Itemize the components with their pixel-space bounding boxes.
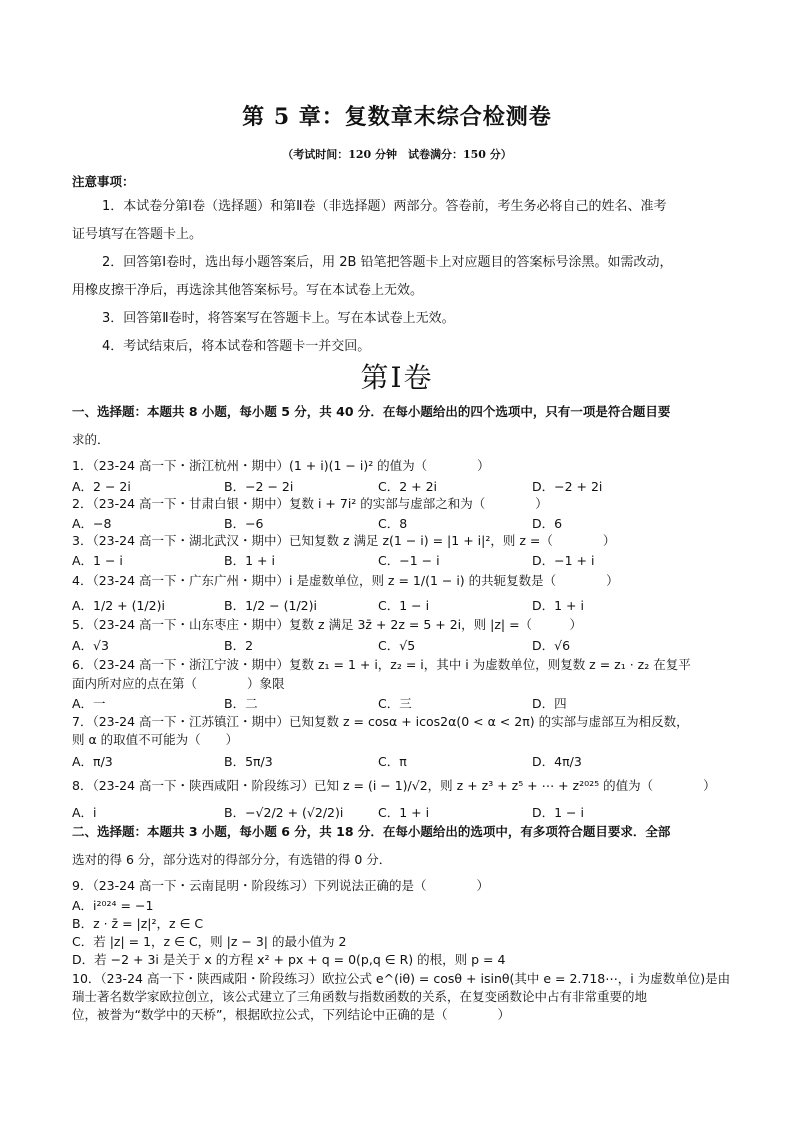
option-d: D．四	[532, 696, 567, 711]
notice-item: 4．考试结束后，将本试卷和答题卡一并交回。	[102, 339, 371, 354]
option-d: D．−2 + 2i	[532, 479, 603, 494]
notice-item: 用橡皮擦干净后，再选涂其他答案标号。写在本试卷上无效。	[72, 283, 424, 298]
notice-item: 1．本试卷分第Ⅰ卷（选择题）和第Ⅱ卷（非选择题）两部分。答卷前，考生务必将自己的姓名、准考	[102, 199, 667, 214]
option-b: B．二	[224, 696, 258, 711]
notice-item: 2．回答第Ⅰ卷时，选出每小题答案后，用 2B 铅笔把答题卡上对应题目的答案标号涂黑。如需改动，	[102, 255, 673, 270]
option-a: A．2 − 2i	[72, 479, 131, 494]
option-b: B．−√2/2 + (√2/2)i	[224, 805, 344, 820]
option-c: C．√5	[378, 638, 416, 653]
section-text: 求的．	[72, 432, 110, 447]
question-9: 9．（23-24 高一下・云南昆明・阶段练习）下列说法正确的是（ ）	[72, 878, 489, 893]
question-7-cont: 则 α 的取值不可能为（ ）	[72, 732, 239, 747]
question-1-options	[72, 477, 732, 494]
question-6-options	[72, 694, 732, 711]
option-b: B．1/2 − (1/2)i	[224, 598, 317, 613]
notice-heading: 注意事项：	[72, 174, 135, 189]
question-8: 8．（23-24 高一下・陕西咸阳・阶段练习）已知 z = (i − 1)/√2，则 z + z³ + z⁵ + ⋯ + z²⁰²⁵ 的值为（ ）	[72, 778, 716, 793]
option-d: D．4π/3	[532, 754, 582, 769]
option-d: D．−1 + i	[532, 553, 595, 568]
question-5-options	[72, 636, 732, 653]
question-6-cont: 面内所对应的点在第（ ）象限	[72, 676, 285, 691]
section-text: 二、选择题：本题共 3 小题，每小题 6 分，共 18 分．在每小题给出的选项中，有多项符合题目要求．全部	[72, 824, 671, 839]
page-title: 第 5 章：复数章末综合检测卷	[242, 104, 552, 130]
option-b: B．−6	[224, 516, 264, 531]
question-7: 7．（23-24 高一下・江苏镇江・期中）已知复数 z = cosα + icos2α(0 < α < 2π) 的实部与虚部互为相反数，	[72, 714, 689, 729]
option-a: A．1/2 + (1/2)i	[72, 598, 165, 613]
question-2: 2．（23-24 高一下・甘肃白银・期中）复数 i + 7i² 的实部与虚部之和为（ ）	[72, 496, 548, 511]
question-10-cont: 瑞士著名数学家欧拉创立，该公式建立了三角函数与指数函数的关系，在复变函数论中占有非常重要的地	[72, 989, 648, 1004]
option-a: A．−8	[72, 516, 112, 531]
option-a: A．√3	[72, 638, 109, 653]
option-d: D．1 + i	[532, 598, 584, 613]
option-b: B．1 + i	[224, 553, 275, 568]
option-c: C．若 |z| = 1，z ∈ C，则 |z − 3| 的最小值为 2	[72, 934, 347, 949]
question-7-options	[72, 752, 732, 769]
option-d: D．6	[532, 516, 563, 531]
question-1: 1．（23-24 高一下・浙江杭州・期中）(1 + i)(1 − i)² 的值为（ ）	[72, 458, 490, 473]
option-c: C．三	[378, 696, 412, 711]
option-d: D．若 −2 + 3i 是关于 x 的方程 x² + px + q = 0(p,q ∈ R) 的根，则 p = 4	[72, 952, 506, 967]
question-4: 4．（23-24 高一下・广东广州・期中）i 是虚数单位，则 z = 1/(1 − i) 的共轭复数是（ ）	[72, 573, 619, 588]
section-one-instructions	[72, 398, 728, 454]
question-10-cont: 位，被誉为“数学中的天桥”，根据欧拉公式，下列结论中正确的是（ ）	[72, 1007, 510, 1022]
question-5: 5．（23-24 高一下・山东枣庄・期中）复数 z 满足 3z̄ + 2z = 5 + 2i，则 |z| =（ ）	[72, 617, 583, 632]
option-c: C．−1 − i	[378, 553, 440, 568]
notice-item: 证号填写在答题卡上。	[72, 227, 203, 242]
option-c: C．8	[378, 516, 408, 531]
exam-info: （考试时间：120 分钟 试卷满分：150 分）	[282, 148, 512, 161]
option-a: A．i	[72, 805, 97, 820]
volume-title: 第Ⅰ卷	[360, 361, 434, 394]
option-b: B．z · z̄ = |z|²，z ∈ C	[72, 916, 204, 931]
section-text: 选对的得 6 分，部分选对的得部分分，有选错的得 0 分．	[72, 852, 392, 867]
option-c: C．π	[378, 754, 407, 769]
option-b: B．2	[224, 638, 254, 653]
option-c: C．1 + i	[378, 805, 430, 820]
question-10: 10．（23-24 高一下・陕西咸阳・阶段练习）欧拉公式 e^(iθ) = cosθ + isinθ(其中 e = 2.718⋯，i 为虚数单位)是由	[72, 971, 731, 986]
option-a: A．1 − i	[72, 553, 123, 568]
question-6: 6．（23-24 高一下・浙江宁波・期中）复数 z₁ = 1 + i，z₂ = i，其中 i 为虚数单位，则复数 z = z₁ · z₂ 在复平	[72, 657, 691, 672]
notice-list	[72, 193, 728, 361]
option-a: A．i²⁰²⁴ = −1	[72, 898, 154, 913]
option-a: A．π/3	[72, 754, 113, 769]
notice-item: 3．回答第Ⅱ卷时，将答案写在答题卡上。写在本试卷上无效。	[102, 311, 455, 326]
option-c: C．2 + 2i	[378, 479, 438, 494]
option-d: D．1 − i	[532, 805, 584, 820]
option-b: B．5π/3	[224, 754, 273, 769]
option-a: A．一	[72, 696, 106, 711]
option-c: C．1 − i	[378, 598, 430, 613]
option-b: B．−2 − 2i	[224, 479, 294, 494]
question-4-options	[72, 596, 732, 613]
question-2-options	[72, 514, 732, 531]
section-two-instructions	[72, 818, 728, 874]
question-3-options	[72, 551, 732, 568]
option-d: D．√6	[532, 638, 571, 653]
section-text: 一、选择题：本题共 8 小题，每小题 5 分，共 40 分．在每小题给出的四个选项中，只有一项是符合题目要	[72, 404, 671, 419]
question-3: 3．（23-24 高一下・湖北武汉・期中）已知复数 z 满足 z(1 − i) = |1 + i|²，则 z =（ ）	[72, 533, 616, 548]
